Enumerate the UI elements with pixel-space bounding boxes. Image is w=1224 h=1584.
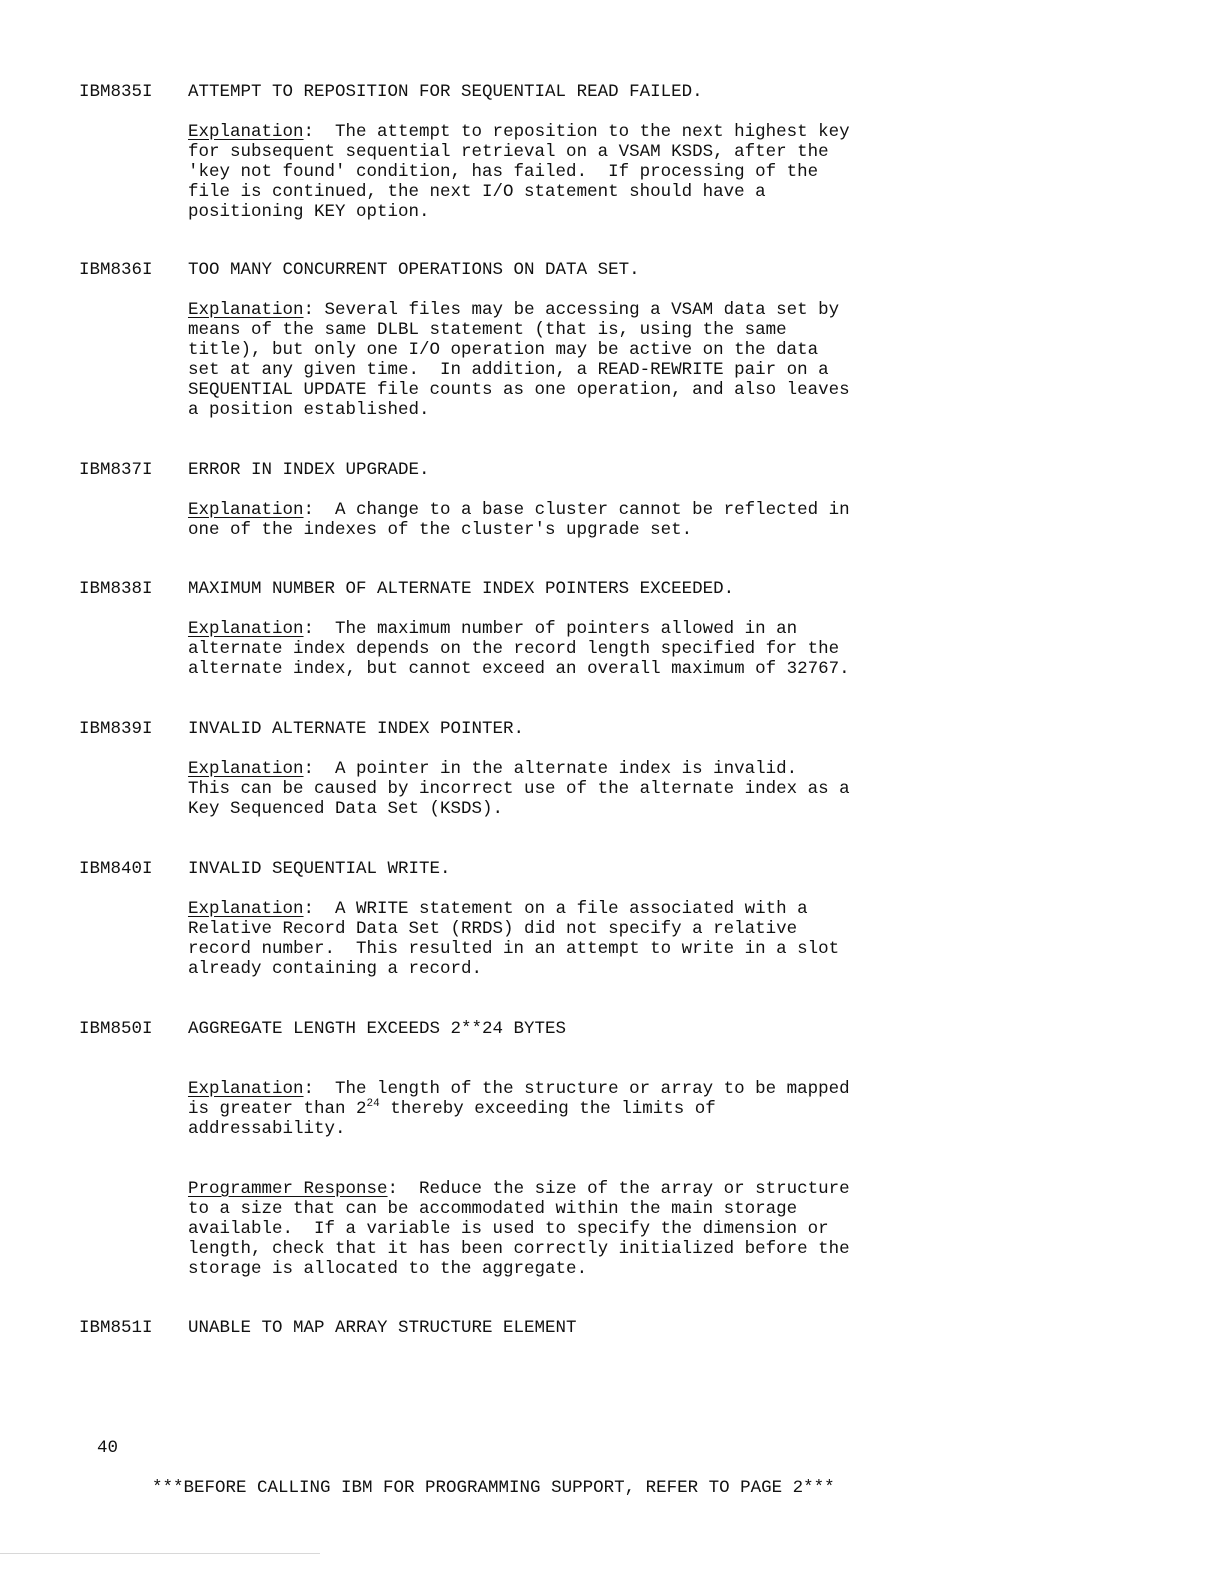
message-title: UNABLE TO MAP ARRAY STRUCTURE ELEMENT (188, 1318, 577, 1338)
explanation-text: : The maximum number of pointers allowed in an alternate index depends on the record length specified for the alternate index, but cannot exceed an overall maximum of 32767. (188, 619, 850, 679)
message-title: INVALID SEQUENTIAL WRITE. (188, 859, 451, 879)
message-title: AGGREGATE LENGTH EXCEEDS 2**24 BYTES (188, 1019, 567, 1039)
explanation-text: : Several files may be accessing a VSAM data set by means of the same DLBL statement (that is, using the same title), but only one I/O operation may be active on the data set at any given time. In addition, a READ-REWRITE pair on a SEQUENTIAL UPDATE file counts as one operation, and also leaves a position established. (188, 300, 850, 420)
message-title: TOO MANY CONCURRENT OPERATIONS ON DATA SET. (188, 260, 640, 280)
programmer-response-label: Programmer Response (188, 1179, 388, 1199)
message-code: IBM836I (79, 260, 153, 280)
message-code: IBM837I (79, 460, 153, 480)
explanation-paragraph (188, 1079, 958, 1139)
exponent-superscript: 24 (366, 1098, 380, 1110)
message-title: MAXIMUM NUMBER OF ALTERNATE INDEX POINTERS EXCEEDED. (188, 579, 735, 599)
explanation-label: Explanation (188, 899, 304, 919)
message-title: ATTEMPT TO REPOSITION FOR SEQUENTIAL READ FAILED. (188, 82, 703, 102)
message-code: IBM835I (79, 82, 153, 102)
explanation-text-continued: thereby exceeding the limits of addressability. (188, 1099, 716, 1139)
explanation-text: : The length of the structure or array to be mapped is greater than 2 (188, 1079, 850, 1119)
explanation-paragraph (188, 500, 958, 540)
message-code: IBM850I (79, 1019, 153, 1039)
explanation-paragraph (188, 300, 958, 420)
explanation-label: Explanation (188, 1079, 304, 1099)
message-code: IBM851I (79, 1318, 153, 1338)
message-code: IBM838I (79, 579, 153, 599)
explanation-text: : A pointer in the alternate index is invalid. This can be caused by incorrect use of the alternate index as a Key Sequenced Data Set (KSDS). (188, 759, 850, 819)
page-number: 40 (97, 1438, 119, 1458)
programmer-response-paragraph (188, 1179, 958, 1279)
explanation-text: : A WRITE statement on a file associated with a Relative Record Data Set (RRDS) did not specify a relative record number. This resulted in an attempt to write in a slot already containing a record. (188, 899, 840, 979)
explanation-label: Explanation (188, 500, 304, 520)
explanation-paragraph (188, 899, 958, 979)
explanation-paragraph (188, 759, 958, 819)
explanation-label: Explanation (188, 122, 304, 142)
programmer-response-text: : Reduce the size of the array or structure to a size that can be accommodated within the main storage available. If a variable is used to specify the dimension or length, check that it has been correctly initialized before the storage is allocated to the aggregate. (188, 1179, 850, 1279)
explanation-text: : The attempt to reposition to the next highest key for subsequent sequential retrieval on a VSAM KSDS, after the 'key not found' condition, has failed. If processing of the file is continued, the next I/O statement should have a positioning KEY option. (188, 122, 850, 222)
message-title: ERROR IN INDEX UPGRADE. (188, 460, 430, 480)
explanation-label: Explanation (188, 759, 304, 779)
explanation-text: : A change to a base cluster cannot be reflected in one of the indexes of the cluster's upgrade set. (188, 500, 850, 540)
explanation-paragraph (188, 122, 958, 222)
message-title: INVALID ALTERNATE INDEX POINTER. (188, 719, 525, 739)
message-code: IBM839I (79, 719, 153, 739)
explanation-label: Explanation (188, 300, 304, 320)
footer-notice: ***BEFORE CALLING IBM FOR PROGRAMMING SUPPORT, REFER TO PAGE 2*** (152, 1478, 835, 1498)
bottom-rule (0, 1553, 320, 1554)
explanation-label: Explanation (188, 619, 304, 639)
message-code: IBM840I (79, 859, 153, 879)
explanation-paragraph (188, 619, 958, 679)
